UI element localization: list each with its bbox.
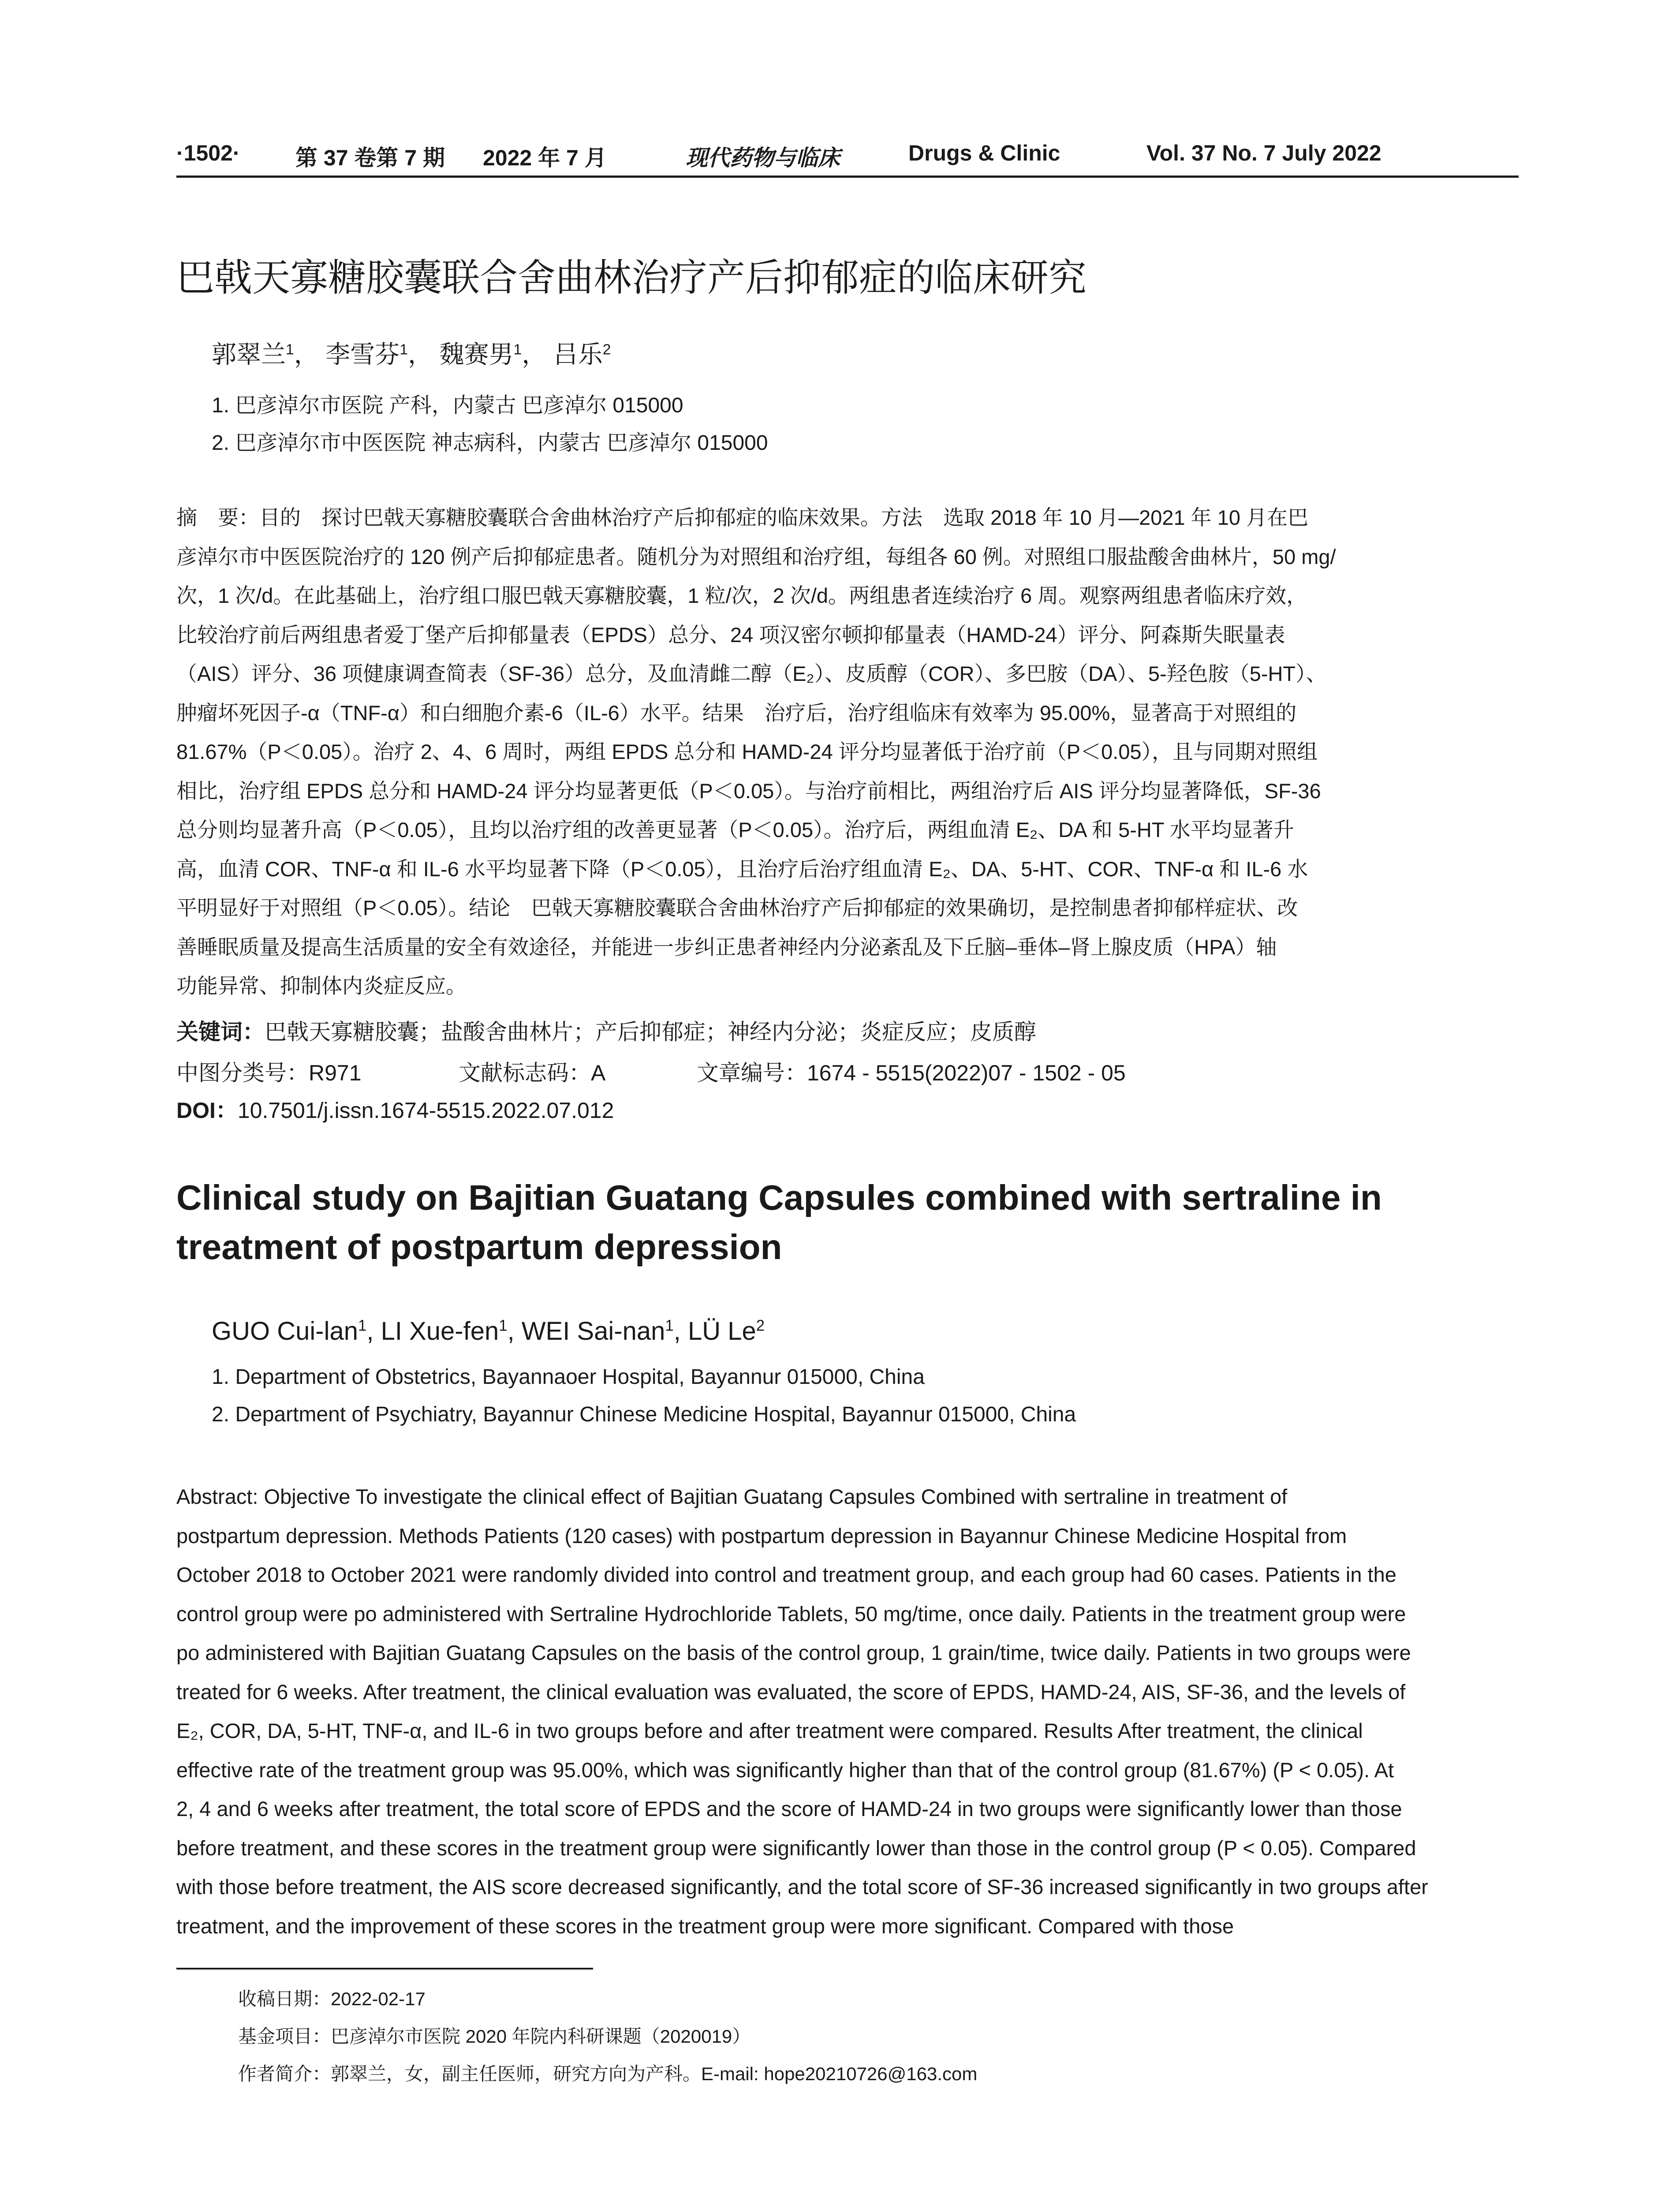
- journal-cn: 现代药物与临床: [686, 145, 840, 171]
- abstract-en-line: effective rate of the treatment group was 95.00%, which was significantly higher than that of the control group (81.67%) (P < 0.05). At: [176, 1758, 1394, 1782]
- keywords-cn: 关键词：巴戟天寡糖胶囊；盐酸舍曲林片；产后抑郁症；神经内分泌；炎症反应；皮质醇: [176, 1020, 1036, 1044]
- affiliation-cn-2: 2. 巴彦淖尔市中医医院 神志病科，内蒙古 巴彦淖尔 015000: [212, 431, 768, 455]
- article-title-cn: 巴戟天寡糖胶囊联合舍曲林治疗产后抑郁症的临床研究: [176, 257, 1086, 299]
- header-rule: [176, 176, 1519, 178]
- article-number: 文章编号：1674 - 5515(2022)07 - 1502 - 05: [697, 1061, 1126, 1085]
- author-name: WEI Sai-nan: [521, 1317, 665, 1345]
- abstract-en-line: treated for 6 weeks. After treatment, the clinical evaluation was evaluated, the score of EPDS, HAMD-24, AIS, SF-36, and the levels of: [176, 1680, 1406, 1704]
- abstract-en-line: before treatment, and these scores in the treatment group were significantly lower than those in the control group (P < 0.05). Compared: [176, 1836, 1416, 1860]
- author-name: LÜ Le: [687, 1317, 756, 1345]
- article-title-en: Clinical study on Bajitian Guatang Capsules combined with sertraline in treatment of postpartum depression: [176, 1178, 1382, 1267]
- journal-en: Drugs & Clinic: [908, 141, 1060, 165]
- abstract-en-line: po administered with Bajitian Guatang Capsules on the basis of the control group, 1 grain/time, twice daily. Patients in two groups were: [176, 1641, 1411, 1664]
- date-cn: 2022 年 7 月: [483, 146, 607, 170]
- abstract-en-line: Abstract: Objective To investigate the clinical effect of Bajitian Guatang Capsules Combined with sertraline in treatment of: [176, 1485, 1288, 1508]
- authors-en: GUO Cui-lan$^1$, LI Xue-fen$^1$, WEI Sai-nan$^1$, LÜ Le$^2$: [212, 1317, 765, 1345]
- footnote-funding: 基金项目：巴彦淖尔市医院 2020 年院内科研课题（2020019）: [238, 2026, 751, 2047]
- authors-cn: 郭翠兰$^1$， 李雪芬$^1$， 魏赛男$^1$， 吕乐$^2$: [212, 340, 611, 368]
- abstract-cn-line: 相比，治疗组 EPDS 总分和 HAMD-24 评分均显著更低（P＜0.05）。与治疗前相比，两组治疗后 AIS 评分均显著降低，SF-36: [176, 779, 1321, 803]
- footnote-author-bio: 作者简介：郭翠兰，女，副主任医师，研究方向为产科。E-mail: hope20210726@163.com: [238, 2063, 978, 2084]
- author-name: LI Xue-fen: [381, 1317, 499, 1345]
- abstract-en: [176, 1477, 1519, 1946]
- abstract-en-line: with those before treatment, the AIS score decreased significantly, and the total score of SF-36 increased significantly in two groups after: [176, 1875, 1428, 1899]
- abstract-cn-line: 高，血清 COR、TNF-α 和 IL-6 水平均显著下降（P＜0.05），且治疗后治疗组血清 E₂、DA、5-HT、COR、TNF-α 和 IL-6 水: [176, 857, 1308, 881]
- abstract-cn-line: 次，1 次/d。在此基础上，治疗组口服巴戟天寡糖胶囊，1 粒/次，2 次/d。两组患者连续治疗 6 周。观察两组患者临床疗效，: [176, 584, 1307, 607]
- abstract-cn-line: （AIS）评分、36 项健康调查简表（SF-36）总分，及血清雌二醇（E₂）、皮质醇（COR）、多巴胺（DA）、5-羟色胺（5-HT）、: [176, 662, 1327, 685]
- footnote-received: 收稿日期：2022-02-17: [238, 1988, 426, 2009]
- abstract-cn-line: 81.67%（P＜0.05）。治疗 2、4、6 周时，两组 EPDS 总分和 HAMD-24 评分均显著低于治疗前（P＜0.05），且与同期对照组: [176, 740, 1318, 763]
- abstract-en-line: 2, 4 and 6 weeks after treatment, the total score of EPDS and the score of HAMD-24 in two groups were significantly lower than those: [176, 1797, 1402, 1820]
- abstract-cn: [176, 498, 1519, 1006]
- abstract-cn-line: 彦淖尔市中医医院治疗的 120 例产后抑郁症患者。随机分为对照组和治疗组，每组各 60 例。对照组口服盐酸舍曲林片，50 mg/: [176, 545, 1336, 568]
- author-name: 李雪芬: [325, 340, 400, 368]
- abstract-en-line: postpartum depression. Methods Patients (120 cases) with postpartum depression in Bayannur Chinese Medicine Hospital from: [176, 1524, 1347, 1547]
- page-number: ·1502·: [176, 141, 240, 165]
- abstract-cn-line: 总分则均显著升高（P＜0.05），且均以治疗组的改善更显著（P＜0.05）。治疗后，两组血清 E₂、DA 和 5-HT 水平均显著升: [176, 818, 1294, 841]
- abstract-en-line: E₂, COR, DA, 5-HT, TNF-α, and IL-6 in two groups before and after treatment were compared. Results After treatment, the clinical: [176, 1719, 1363, 1742]
- abstract-cn-line: 比较治疗前后两组患者爱丁堡产后抑郁量表（EPDS）总分、24 项汉密尔顿抑郁量表（HAMD-24）评分、阿森斯失眠量表: [176, 623, 1285, 647]
- affiliation-en-1: 1. Department of Obstetrics, Bayannaoer Hospital, Bayannur 015000, China: [212, 1365, 925, 1389]
- doi-line: DOI：10.7501/j.issn.1674-5515.2022.07.012: [176, 1098, 614, 1123]
- author-name: 吕乐: [553, 340, 603, 368]
- author-name: 魏赛男: [439, 340, 514, 368]
- document-code: 文献标志码：A: [459, 1061, 606, 1085]
- volume-cn: 第 37 卷第 7 期: [295, 146, 445, 170]
- abstract-en-line: treatment, and the improvement of these scores in the treatment group were more significant. Compared with those: [176, 1914, 1234, 1938]
- abstract-cn-line: 摘 要：目的 探讨巴戟天寡糖胶囊联合舍曲林治疗产后抑郁症的临床效果。方法 选取 2018 年 10 月—2021 年 10 月在巴: [176, 506, 1309, 529]
- affiliation-en-2: 2. Department of Psychiatry, Bayannur Chinese Medicine Hospital, Bayannur 015000, China: [212, 1403, 1076, 1426]
- abstract-en-line: control group were po administered with Sertraline Hydrochloride Tablets, 50 mg/time, once daily. Patients in the treatment group were: [176, 1602, 1406, 1626]
- author-name: GUO Cui-lan: [212, 1317, 358, 1345]
- doi-link[interactable]: 10.7501/j.issn.1674-5515.2022.07.012: [237, 1098, 614, 1123]
- abstract-en-line: October 2018 to October 2021 were randomly divided into control and treatment group, and each group had 60 cases. Patients in the: [176, 1563, 1396, 1586]
- affiliation-cn-1: 1. 巴彦淖尔市医院 产科，内蒙古 巴彦淖尔 015000: [212, 394, 683, 417]
- abstract-cn-line: 功能异常、抑制体内炎症反应。: [176, 974, 467, 998]
- abstract-cn-line: 善睡眠质量及提高生活质量的安全有效途径，并能进一步纠正患者神经内分泌紊乱及下丘脑–垂体–肾上腺皮质（HPA）轴: [176, 935, 1277, 959]
- volume-en: Vol. 37 No. 7 July 2022: [1146, 141, 1381, 165]
- author-name: 郭翠兰: [212, 340, 286, 368]
- clc: 中图分类号：R971: [176, 1061, 362, 1085]
- abstract-cn-line: 肿瘤坏死因子-α（TNF-α）和白细胞介素-6（IL-6）水平。结果 治疗后，治疗组临床有效率为 95.00%，显著高于对照组的: [176, 701, 1297, 725]
- abstract-cn-line: 平明显好于对照组（P＜0.05）。结论 巴戟天寡糖胶囊联合舍曲林治疗产后抑郁症的效果确切，是控制患者抑郁样症状、改: [176, 896, 1298, 919]
- footnote-rule: [176, 1968, 593, 1970]
